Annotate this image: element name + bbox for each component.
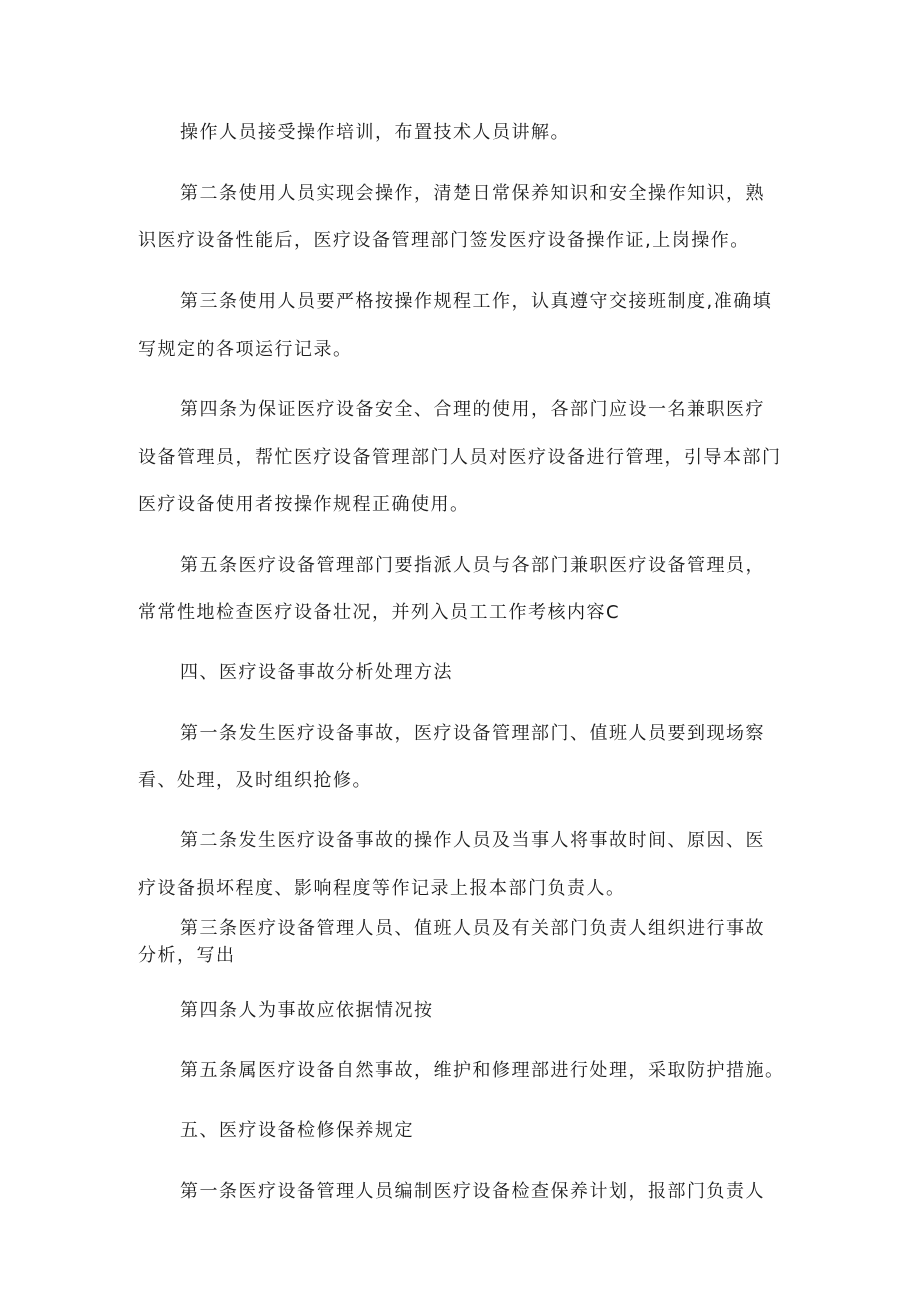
- text-line-4: 第三条使用人员要严格按操作规程工作，认真遵守交接班制度,准确填: [180, 291, 773, 312]
- text-line-15: 疗设备损坏程度、影响程度等作记录上报本部门负责人。: [138, 878, 626, 899]
- text-line-6: 第四条为保证医疗设备安全、合理的使用，各部门应设一名兼职医疗: [180, 399, 765, 420]
- text-line-7: 设备管理员，帮忙医疗设备管理部门人员对医疗设备进行管理，引导本部门: [138, 447, 782, 468]
- section-heading-5: 五、医疗设备检修保养规定: [180, 1120, 414, 1141]
- text-line-2: 第二条使用人员实现会操作，清楚日常保养知识和安全操作知识，熟: [180, 183, 765, 204]
- text-line-17: 分析，写出: [138, 945, 236, 966]
- text-line-8: 医疗设备使用者按操作规程正确使用。: [138, 494, 470, 515]
- text-line-5: 写规定的各项运行记录。: [138, 339, 353, 360]
- text-line-21: 第一条医疗设备管理人员编制医疗设备检查保养计划，报部门负责人: [180, 1181, 765, 1202]
- text-line-12: 第一条发生医疗设备事故，医疗设备管理部门、值班人员要到现场察: [180, 723, 765, 744]
- text-line-14: 第二条发生医疗设备事故的操作人员及当事人将事故时间、原因、医: [180, 830, 765, 851]
- text-line-9: 第五条医疗设备管理部门要指派人员与各部门兼职医疗设备管理员，: [180, 555, 765, 576]
- text-line-10: 常常性地检查医疗设备壮况，并列入员工工作考核内容C: [138, 602, 621, 623]
- text-line-18: 第四条人为事故应依据情况按: [180, 1000, 434, 1021]
- text-line-19: 第五条属医疗设备自然事故，维护和修理部进行处理，采取防护措施。: [180, 1060, 785, 1081]
- text-line-13: 看、处理，及时组织抢修。: [138, 770, 372, 791]
- text-line-3: 识医疗设备性能后，医疗设备管理部门签发医疗设备操作证,上岗操作。: [138, 230, 750, 251]
- text-line-1: 操作人员接受操作培训，布置技术人员讲解。: [180, 122, 570, 143]
- section-heading-4: 四、医疗设备事故分析处理方法: [180, 662, 453, 683]
- text-line-16: 第三条医疗设备管理人员、值班人员及有关部门负责人组织进行事故: [180, 918, 765, 939]
